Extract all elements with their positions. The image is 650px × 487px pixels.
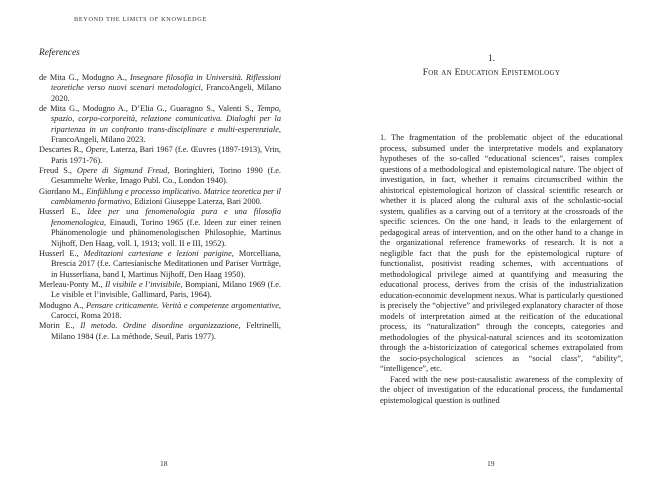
body-paragraph: Faced with the new post-causalistic awareness of the complexity of the object of investigation of the educational process, the fundamental epistemological question is outlined bbox=[380, 374, 623, 405]
reference-item: de Mita G., Modugno A., Insegnare filosofia in Università. Riflessioni teoretiche verso nuovi scenari metodologici, FrancoAngeli, Milano 2020. bbox=[39, 73, 281, 103]
chapter-body bbox=[380, 133, 623, 406]
reference-item: Descartes R., Opere, Laterza, Bari 1967 (f.e. Œuvres (1897-1913), Vrin, Paris 1971-76). bbox=[39, 145, 281, 165]
reference-list bbox=[39, 73, 281, 342]
page-number-left: 18 bbox=[160, 459, 168, 468]
reference-item: de Mita G., Modugno A., D’Elia G., Guaragno S., Valenti S., Tempo, spazio, corpo-corporeità, relazione comunicativa. Dialoghi per la ripartenza in un confronto trans-disciplinare e multi-esperenziale, FrancoAngeli, Milano 2023. bbox=[39, 104, 281, 145]
reference-item: Modugno A., Pensare criticamente. Verità e competenze argomentative, Carocci, Roma 2018. bbox=[39, 300, 281, 320]
references-heading: References bbox=[39, 48, 80, 58]
reference-item: Morin E., Il metodo. Ordine disordine organizzazione, Feltrinelli, Milano 1984 (f.e. La méthode, Seuil, Paris 1977). bbox=[39, 321, 281, 341]
reference-item: Husserl E., Idee per una fenomenologia pura e una filosofia fenomenologica, Einaudi, Torino 1965 (f.e. Ideen zur einer reinen Phänomenologie und phänomenologischen Philosophie, Martinus Nijhoff, Den Haag, voll. I, 1913; voll. II e III, 1952). bbox=[39, 207, 281, 248]
reference-item: Merleau-Ponty M., Il visibile e l’invisibile, Bompiani, Milano 1969 (f.e. Le visible et l’invisible, Gallimard, Paris, 1964). bbox=[39, 279, 281, 300]
running-head: BEYOND THE LIMITS OF KNOWLEDGE bbox=[74, 16, 207, 23]
body-paragraph: 1. The fragmentation of the problematic object of the educational process, subsumed under the interpretative models and explanatory hypotheses of the so-called “educational sciences”, raises complex questions of a methodological and epistemological nature. The object of investigation, in fact, whether it remains circumscribed within the ahistorical epistemological horizon of classical scientific research or whether it is placed along the cultural axis of the scholastic-social system, qualifies as a carving out of a territory at the crossroads of the specific sciences. On the one hand, it leads to the enlargement of pedagogical areas of intervention, and on the other hand to a change in the organizational reference frameworks of research. It is not a negligible fact that the push for the epistemological rupture of functionalist, positivist reading schemes, with accentuations of methodological privilege aimed at quantifying and measuring the educational process, derives from the crisis of the industrialization education-economic development nexus. What is particularly questioned is precisely the “objective” and privileged explanatory character of those models of interpretation aimed at the reification of the educational process, its “naturalization” through the concepts, categories and methodologies of the physical-natural sciences and its scotomization through the a-historicization of categorical schemes extrapolated from the socio-psychological sciences as “social class”, “ability”, “intelligence”, etc. bbox=[380, 133, 623, 373]
chapter-title: For an Education Epistemology bbox=[422, 68, 561, 78]
reference-item: Giordano M., Einfühlung e processo implicativo. Matrice teoretica per il cambiamento formativo, Edizioni Giuseppe Laterza, Bari 2000. bbox=[39, 186, 281, 207]
reference-item: Husserl E., Meditazioni cartesiane e lezioni parigine, Morcelliana, Brescia 2017 (f.e. Cartesianische Meditationen und Pariser Vorträge, in Husserliana, band I, Martinus Nijhoff, Den Haag 1950). bbox=[39, 248, 282, 279]
right-page bbox=[325, 0, 650, 487]
chapter-number: 1. bbox=[487, 54, 496, 64]
page-number-right: 19 bbox=[487, 459, 495, 468]
reference-item: Freud S., Opere di Sigmund Freud, Boringhieri, Torino 1990 (f.e. Gesammelte Werke, Imago Publ. Co., London 1940). bbox=[39, 166, 281, 186]
